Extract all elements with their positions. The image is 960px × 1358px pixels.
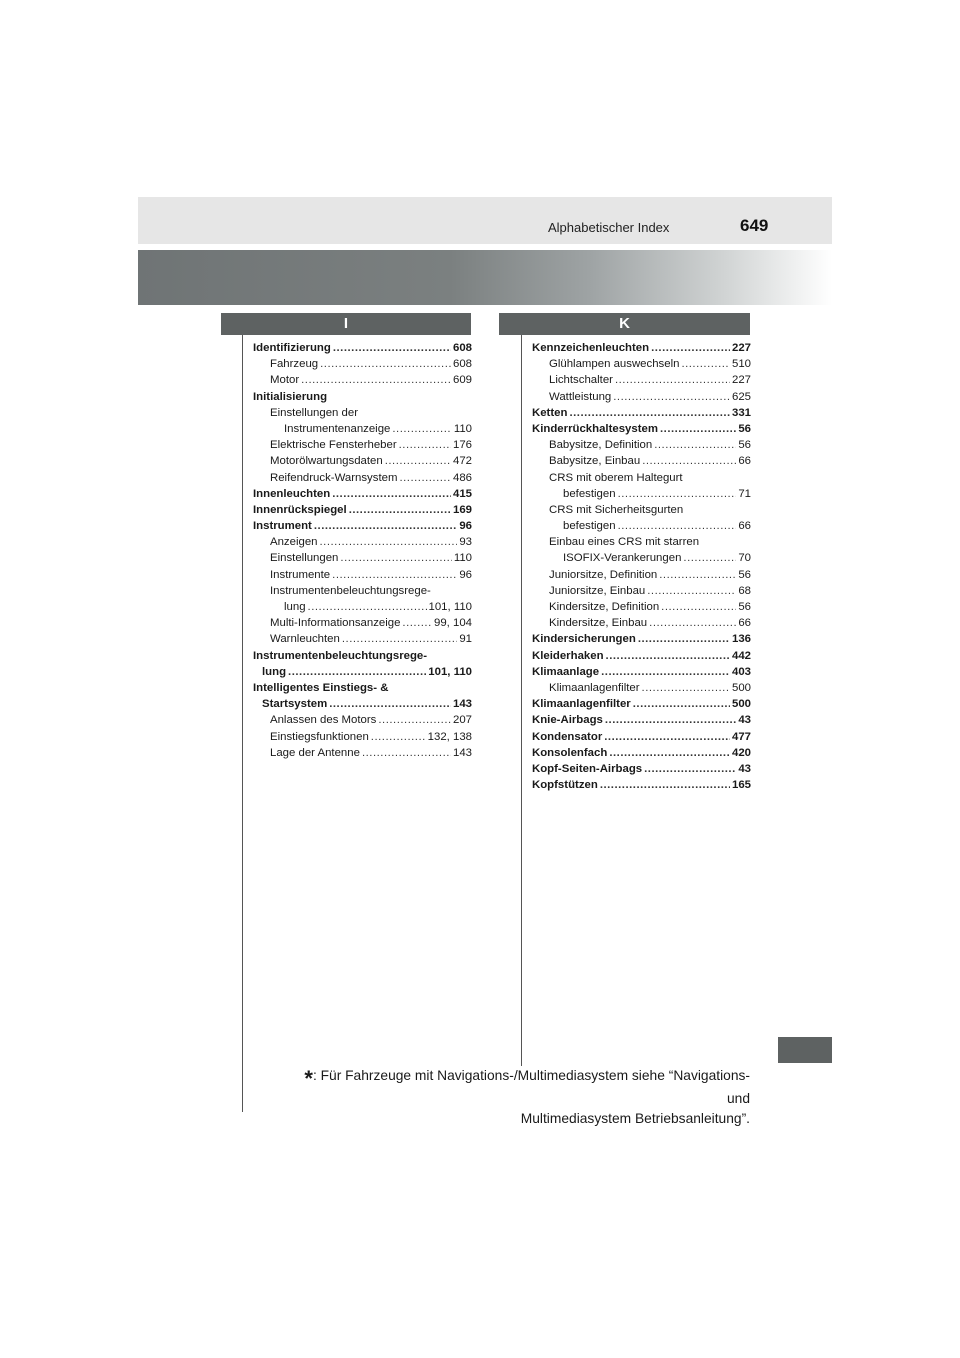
- index-entry-term: Einbau eines CRS mit starren: [549, 536, 700, 549]
- index-entry: [532, 583, 751, 599]
- index-entry: [532, 761, 751, 777]
- index-entry-page: 101, 110: [428, 601, 472, 613]
- index-entry-term: Fahrzeug: [270, 358, 319, 371]
- index-entry-page: 96: [459, 568, 472, 581]
- index-entry-page: 207: [452, 714, 472, 727]
- index-entry-page: 403: [731, 665, 751, 678]
- index-entry: [532, 372, 751, 388]
- index-entry-page: 136: [731, 633, 751, 646]
- index-entry: [532, 680, 751, 696]
- index-entry-page: 227: [731, 342, 751, 354]
- index-entry-term: Instrumentenanzeige: [284, 422, 391, 435]
- index-entry-page: 99, 104: [433, 617, 472, 630]
- index-entry: [253, 470, 472, 486]
- dot-leader: [659, 567, 736, 583]
- section-letter-i: I: [221, 313, 471, 335]
- dot-leader: [654, 437, 736, 453]
- dot-leader: [606, 648, 730, 664]
- dot-leader: [385, 453, 451, 469]
- index-entry: [253, 599, 472, 615]
- column-divider: [521, 334, 522, 1066]
- index-entry-term: Instrumentenbeleuchtungsrege-: [253, 649, 428, 662]
- index-entry: [532, 470, 751, 486]
- index-entry: [532, 567, 751, 583]
- index-entry: [253, 567, 472, 583]
- dot-leader: [402, 615, 432, 631]
- index-entry-term: Glühlampen auswechseln: [549, 358, 680, 371]
- index-entry-term: lung: [284, 601, 306, 613]
- index-entry: [532, 405, 751, 421]
- index-entry: [253, 729, 472, 745]
- index-entry-term: Kindersicherungen: [532, 633, 636, 646]
- index-entry-page: 43: [738, 714, 751, 727]
- section-tab-marker: [778, 1037, 832, 1063]
- index-entry-page: 66: [738, 455, 751, 468]
- index-entry-page: 56: [738, 422, 751, 435]
- index-entry: [253, 664, 472, 680]
- dot-leader: [604, 729, 730, 745]
- index-entry-page: 420: [731, 746, 751, 759]
- index-entry-page: 169: [452, 503, 472, 516]
- index-entry-term: Instrumente: [270, 568, 331, 581]
- dot-leader: [618, 518, 737, 534]
- index-entry-term: Elektrische Fensterheber: [270, 439, 397, 452]
- index-entry-term: CRS mit oberem Haltegurt: [549, 471, 683, 484]
- index-entry-page: 110: [453, 552, 472, 565]
- index-entry: [532, 631, 751, 647]
- index-entry-page: 331: [731, 406, 751, 419]
- index-entry-term: Kennzeichenleuchten: [532, 342, 650, 354]
- dot-leader: [399, 437, 451, 453]
- index-entry-term: Einstiegsfunktionen: [270, 730, 369, 743]
- index-entry-page: 66: [738, 617, 751, 630]
- index-entry-term: Motor: [270, 374, 300, 387]
- dot-leader: [333, 340, 451, 356]
- dot-leader: [601, 664, 730, 680]
- index-entry-term: Instrumentenbeleuchtungsrege-: [270, 584, 431, 597]
- index-entry: [253, 421, 472, 437]
- index-entry: [253, 745, 472, 761]
- index-entry-page: 510: [731, 358, 751, 371]
- dot-leader: [332, 486, 451, 502]
- index-entry-page: 500: [731, 698, 751, 711]
- index-entry-term: Instrument: [253, 520, 312, 533]
- index-entry-term: Anlassen des Motors: [270, 714, 377, 727]
- decorative-band: [138, 250, 832, 305]
- index-entry-page: 56: [738, 568, 751, 581]
- index-entry-page: 608: [452, 342, 472, 354]
- index-entry-page: 132, 138: [427, 730, 472, 743]
- index-entry-term: Initialisierung: [253, 390, 328, 403]
- index-entry: [253, 696, 472, 712]
- dot-leader: [288, 664, 426, 680]
- index-entry-page: 96: [459, 520, 472, 533]
- dot-leader: [320, 356, 451, 372]
- index-entry: [532, 502, 751, 518]
- index-entry-term: Warnleuchten: [270, 633, 340, 646]
- index-entry-term: Lichtschalter: [549, 374, 613, 387]
- index-entry-page: 68: [738, 584, 751, 597]
- section-letter-k: K: [499, 313, 750, 335]
- index-entry: [253, 340, 472, 356]
- index-entry-term: Klimaanlagenfilter: [532, 698, 631, 711]
- index-entry-page: 442: [731, 649, 751, 662]
- index-entry-page: 101, 110: [428, 665, 472, 678]
- dot-leader: [609, 745, 730, 761]
- dot-leader: [371, 729, 426, 745]
- index-entry: [532, 615, 751, 631]
- footnote: [282, 1066, 750, 1129]
- index-entry: [253, 631, 472, 647]
- index-entry-term: Kopfstützen: [532, 779, 598, 792]
- dot-leader: [647, 583, 736, 599]
- dot-leader: [329, 696, 451, 712]
- index-entry: [253, 615, 472, 631]
- index-entry-term: Innenleuchten: [253, 487, 331, 500]
- dot-leader: [642, 680, 730, 696]
- dot-leader: [661, 599, 736, 615]
- dot-leader: [569, 405, 730, 421]
- dot-leader: [683, 550, 736, 566]
- index-entry-term: Kleiderhaken: [532, 649, 604, 662]
- dot-leader: [600, 777, 730, 793]
- index-entry: [253, 437, 472, 453]
- index-entry-term: Einstellungen: [270, 552, 339, 565]
- dot-leader: [649, 615, 736, 631]
- index-entry: [532, 696, 751, 712]
- index-entry-page: 500: [731, 681, 751, 694]
- index-entry-term: Klimaanlage: [532, 665, 600, 678]
- index-entry: [253, 405, 472, 421]
- index-entry: [532, 745, 751, 761]
- index-entry-term: befestigen: [563, 520, 616, 533]
- index-entry: [253, 453, 472, 469]
- footnote-line-1: [282, 1066, 750, 1109]
- dot-leader: [349, 502, 451, 518]
- index-entry-page: 66: [738, 520, 751, 533]
- index-entry-term: ISOFIX-Verankerungen: [563, 552, 682, 565]
- index-entry-term: Kopf-Seiten-Airbags: [532, 762, 643, 775]
- index-entry-page: 415: [452, 487, 472, 500]
- index-column-left: [253, 340, 472, 761]
- index-entry-term: Intelligentes Einstiegs- &: [253, 681, 389, 694]
- index-entry-page: 70: [738, 552, 751, 565]
- index-entry-page: 43: [738, 762, 751, 775]
- index-entry-term: Kinderrückhaltesystem: [532, 422, 658, 435]
- dot-leader: [618, 486, 737, 502]
- left-margin-rule: [242, 334, 243, 1112]
- index-entry: [253, 550, 472, 566]
- index-entry-term: Motorölwartungsdaten: [270, 455, 383, 468]
- index-entry: [532, 599, 751, 615]
- index-column-right: [532, 340, 751, 793]
- index-entry-page: 608: [452, 358, 472, 371]
- index-entry-page: 176: [452, 439, 472, 452]
- dot-leader: [613, 389, 730, 405]
- index-entry: [532, 648, 751, 664]
- index-entry-term: Einstellungen der: [270, 406, 359, 419]
- index-entry: [532, 486, 751, 502]
- index-entry-term: Reifendruck-Warnsystem: [270, 471, 398, 484]
- dot-leader: [399, 470, 451, 486]
- index-entry-term: Identifizierung: [253, 342, 331, 354]
- index-entry: [532, 534, 751, 550]
- index-entry-term: lung: [262, 665, 287, 678]
- index-entry-term: Babysitze, Definition: [549, 439, 653, 452]
- index-entry-page: 71: [738, 487, 751, 500]
- index-entry-term: Juniorsitze, Einbau: [549, 584, 646, 597]
- page-number: 649: [740, 216, 769, 235]
- index-entry-term: Wattleistung: [549, 390, 612, 403]
- index-entry: [253, 389, 472, 405]
- index-entry-term: Lage der Antenne: [270, 746, 360, 759]
- index-entry-term: Knie-Airbags: [532, 714, 603, 727]
- index-entry: [532, 453, 751, 469]
- index-entry: [532, 437, 751, 453]
- dot-leader: [651, 340, 730, 356]
- index-entry-term: Babysitze, Einbau: [549, 455, 641, 468]
- index-entry: [253, 356, 472, 372]
- index-entry-page: 625: [731, 390, 751, 403]
- dot-leader: [378, 712, 451, 728]
- footnote-marker: *: [304, 1066, 313, 1091]
- index-entry-page: 143: [452, 746, 472, 759]
- dot-leader: [320, 534, 458, 550]
- index-entry-term: Startsystem: [262, 698, 328, 711]
- index-entry: [253, 502, 472, 518]
- dot-leader: [638, 631, 730, 647]
- footnote-text-2: Multimediasystem Betriebsanleitung”.: [520, 1111, 750, 1126]
- dot-leader: [644, 761, 736, 777]
- index-entry: [532, 340, 751, 356]
- index-entry: [532, 356, 751, 372]
- index-entry-page: 472: [452, 455, 472, 468]
- index-entry-term: Juniorsitze, Definition: [549, 568, 658, 581]
- dot-leader: [308, 599, 427, 615]
- index-entry-term: befestigen: [563, 487, 616, 500]
- index-entry-page: 110: [453, 422, 472, 435]
- index-entry: [532, 389, 751, 405]
- index-entry-term: CRS mit Sicherheitsgurten: [549, 503, 684, 516]
- index-entry-page: 56: [738, 601, 751, 613]
- index-entry-term: Anzeigen: [270, 536, 318, 549]
- index-entry-page: 56: [738, 439, 751, 452]
- dot-leader: [605, 712, 736, 728]
- index-entry: [532, 729, 751, 745]
- dot-leader: [392, 421, 451, 437]
- dot-leader: [642, 453, 736, 469]
- index-entry-page: 486: [452, 471, 472, 484]
- index-entry-term: Kondensator: [532, 730, 603, 743]
- footnote-text-1: : Für Fahrzeuge mit Navigations-/Multimediasystem siehe “Navigations- und: [312, 1068, 750, 1106]
- index-entry: [532, 777, 751, 793]
- dot-leader: [332, 567, 457, 583]
- index-entry: [532, 421, 751, 437]
- dot-leader: [301, 372, 451, 388]
- index-entry-page: 165: [731, 779, 751, 792]
- index-entry: [532, 664, 751, 680]
- index-entry: [253, 372, 472, 388]
- index-entry-page: 227: [731, 374, 751, 387]
- index-entry-term: Kindersitze, Einbau: [549, 617, 648, 630]
- dot-leader: [681, 356, 730, 372]
- index-entry-term: Klimaanlagenfilter: [549, 681, 640, 694]
- index-entry: [253, 680, 472, 696]
- index-entry-page: 609: [452, 374, 472, 387]
- dot-leader: [314, 518, 457, 534]
- header-title: Alphabetischer Index: [548, 220, 670, 235]
- index-entry: [253, 518, 472, 534]
- index-entry-page: 91: [459, 633, 472, 646]
- index-entry: [253, 648, 472, 664]
- index-entry-term: Kindersitze, Definition: [549, 601, 660, 613]
- index-entry: [532, 550, 751, 566]
- index-entry-page: 143: [452, 698, 472, 711]
- dot-leader: [660, 421, 736, 437]
- dot-leader: [342, 631, 457, 647]
- dot-leader: [362, 745, 451, 761]
- index-entry: [532, 712, 751, 728]
- index-entry-term: Ketten: [532, 406, 568, 419]
- index-entry: [253, 486, 472, 502]
- index-entry: [532, 518, 751, 534]
- dot-leader: [633, 696, 730, 712]
- header-bar: [138, 197, 832, 244]
- dot-leader: [340, 550, 451, 566]
- index-entry-term: Konsolenfach: [532, 746, 608, 759]
- index-entry: [253, 712, 472, 728]
- index-entry-term: Multi-Informationsanzeige: [270, 617, 401, 630]
- index-entry: [253, 534, 472, 550]
- index-entry: [253, 583, 472, 599]
- index-entry-term: Innenrückspiegel: [253, 503, 347, 516]
- dot-leader: [615, 372, 730, 388]
- index-entry-page: 93: [459, 536, 472, 549]
- index-entry-page: 477: [731, 730, 751, 743]
